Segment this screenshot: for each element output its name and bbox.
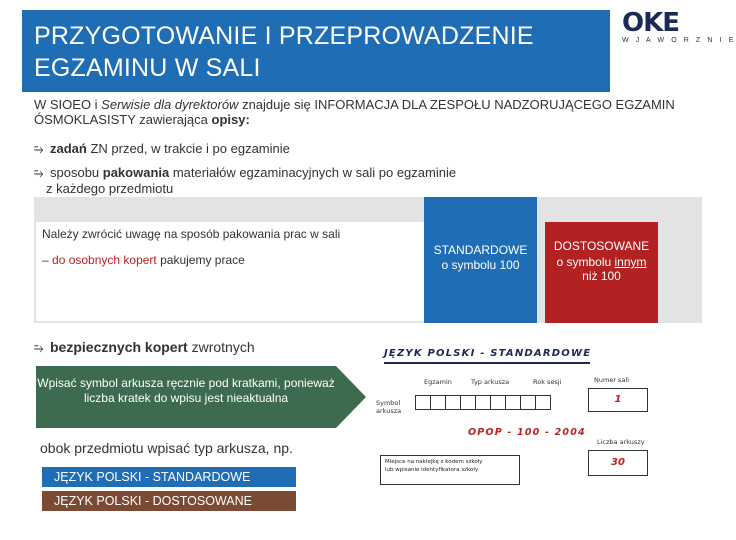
intro-italic: Serwisie dla dyrektorów <box>101 97 239 112</box>
bullet-pakowania <box>34 165 456 196</box>
label-liczba-arkuszy: Liczba arkuszy <box>597 438 645 446</box>
standard-box-line-1: STANDARDOWE <box>433 243 528 257</box>
label-rok-sesji: Rok sesji <box>533 378 562 386</box>
bullet-3-rest: zwrotnych <box>187 339 255 355</box>
title-line-2: EGZAMINU W SALI <box>34 54 261 82</box>
symbol-cell <box>415 395 431 410</box>
standard-box-line-2: o symbolu 100 <box>441 258 520 272</box>
symbol-cell <box>520 395 536 410</box>
intro-part-3: znajduje się INFORMACJA DLA ZESPOŁU NADZORUJĄCEGO EGZAMIN ÓSMOKLASISTY zawierająca <box>34 97 675 127</box>
symbol-code: OPOP - 100 - 2004 <box>468 427 586 438</box>
note-line-1: Należy zwrócić uwagę na sposób pakowania prac w sali <box>42 227 341 241</box>
intro-bold: opisy: <box>211 112 250 127</box>
label-symbol: Symbol <box>376 399 401 407</box>
sticker-line-1: Miejsce na naklejkę z kodem szkoły <box>385 459 483 465</box>
obok-text: obok przedmiotu wpisać typ arkusza, np. <box>40 440 293 456</box>
intro-part-1: W SIOEO i <box>34 97 102 112</box>
logo-subtitle: W J A W O R Z N I E <box>622 37 736 44</box>
bullet-2-part-1: sposobu <box>50 165 103 180</box>
note-dash: – <box>42 253 53 267</box>
bullet-2-continuation: z każdego przedmiotu <box>46 181 174 196</box>
logo-text: OKE <box>622 8 680 38</box>
symbol-cell <box>490 395 506 410</box>
bullet-1-bold: zadań <box>50 141 87 156</box>
dost-box-line-2 <box>545 255 658 269</box>
dost-box-line-2-pre: o symbolu <box>556 255 615 269</box>
standard-box <box>424 197 537 323</box>
sticker-line-2: lub wpisanie identyfikatora szkoły <box>385 467 479 473</box>
bullet-2-part-2: materiałów egzaminacyjnych w sali po egzaminie <box>169 165 457 180</box>
dostosowane-box <box>545 222 658 323</box>
symbol-cell <box>535 395 551 410</box>
envelope-form <box>370 340 716 536</box>
note-line-2-rest: pakujemy prace <box>156 253 245 267</box>
packing-note <box>36 222 424 321</box>
tag-dostosowane: JĘZYK POLSKI - DOSTOSOWANE <box>42 491 296 511</box>
label-numer-sali: Numer sali <box>594 376 630 384</box>
instruction-arrow <box>36 366 366 428</box>
label-egzamin: Egzamin <box>424 378 452 386</box>
instruction-text: Wpisać symbol arkusza ręcznie pod kratkami, ponieważ liczba kratek do wpisu jest nieaktualna <box>37 376 335 405</box>
symbol-cell <box>445 395 461 410</box>
oke-logo <box>622 8 736 44</box>
slide-title <box>22 10 610 92</box>
bullet-1-rest: ZN przed, w trakcie i po egzaminie <box>86 141 290 156</box>
note-red-text: do osobnych kopert <box>52 253 157 267</box>
form-header: JĘZYK POLSKI - STANDARDOWE <box>384 348 592 359</box>
numer-sali-box: 1 <box>588 388 648 412</box>
label-typ-arkusza: Typ arkusza <box>471 378 510 386</box>
bullet-arrow-icon: ⥲ <box>34 166 44 180</box>
symbol-cell <box>460 395 476 410</box>
bullet-2-bold: pakowania <box>102 165 170 180</box>
symbol-cell <box>475 395 491 410</box>
bullet-arrow-icon: ⥲ <box>34 341 44 355</box>
title-line-1: PRZYGOTOWANIE I PRZEPROWADZENIE <box>34 22 534 50</box>
intro-paragraph <box>34 97 694 127</box>
liczba-arkuszy-box: 30 <box>588 450 648 476</box>
symbol-cell <box>430 395 446 410</box>
form-header-underline <box>384 362 590 364</box>
symbol-cell <box>505 395 521 410</box>
bullet-3-bold: bezpiecznych kopert <box>50 339 188 355</box>
dost-box-line-1: DOSTOSOWANE <box>553 239 650 253</box>
sticker-area <box>380 455 520 485</box>
tag-standardowe: JĘZYK POLSKI - STANDARDOWE <box>42 467 296 487</box>
bullet-zadan <box>34 141 290 157</box>
symbol-cells <box>416 395 551 410</box>
note-line-2 <box>42 253 418 267</box>
dost-box-underlined: innym <box>614 255 647 269</box>
bullet-koperty <box>34 340 255 356</box>
label-arkusza: arkusza <box>376 407 402 415</box>
bullet-arrow-icon: ⥲ <box>34 142 44 156</box>
dost-box-line-3: niż 100 <box>582 269 621 283</box>
